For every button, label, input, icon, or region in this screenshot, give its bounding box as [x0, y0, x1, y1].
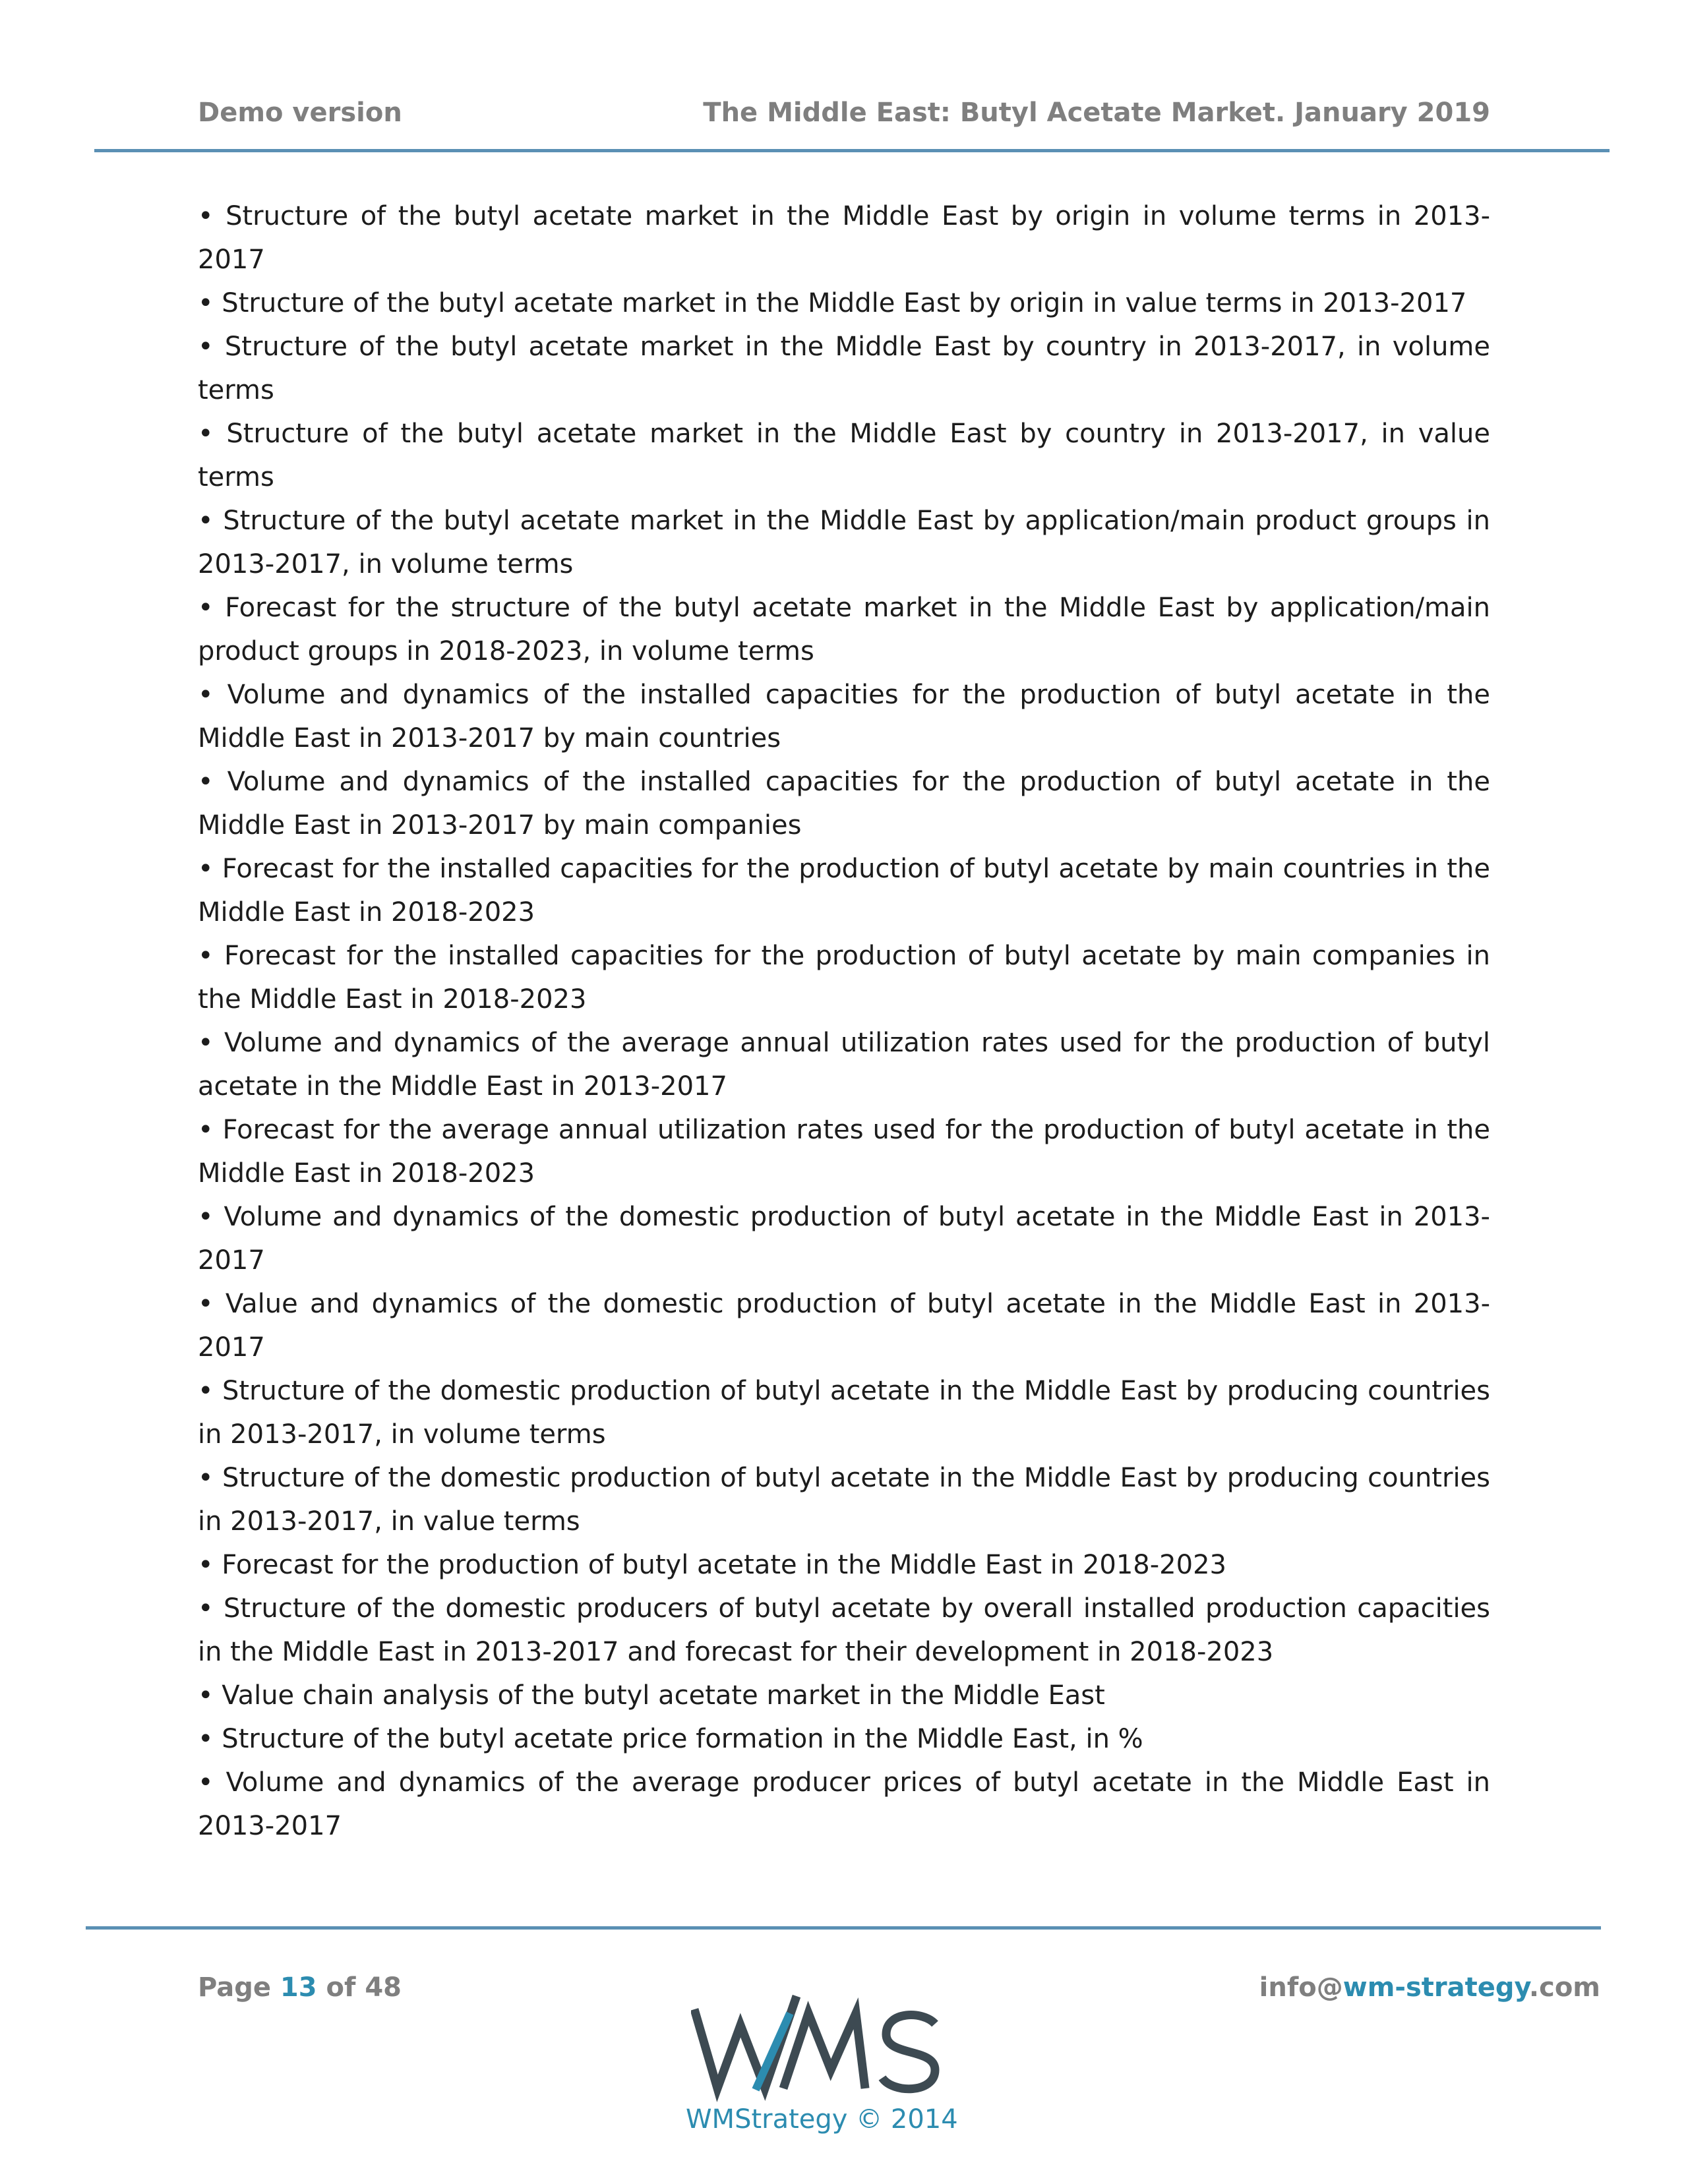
copyright-notice: WMStrategy © 2014 [686, 2104, 958, 2135]
contact-email-link[interactable] [1259, 1972, 1600, 2003]
header-report-title: The Middle East: Butyl Acetate Market. January 2019 [703, 98, 1490, 128]
list-item: • Forecast for the structure of the butyl acetate market in the Middle East by application/main product groups in 2018-2023, in volume terms [198, 593, 1490, 666]
wms-logo [691, 1984, 955, 2103]
header-demo-label: Demo version [198, 98, 402, 128]
page-indicator [198, 1972, 402, 2003]
list-item: • Value chain analysis of the butyl acetate market in the Middle East [198, 1680, 1105, 1711]
header-divider [94, 149, 1610, 152]
list-item: • Forecast for the installed capacities for the production of butyl acetate by main companies in the Middle East in 2018-2023 [198, 941, 1490, 1015]
list-item: • Forecast for the production of butyl acetate in the Middle East in 2018-2023 [198, 1550, 1226, 1580]
email-user: info@ [1259, 1972, 1343, 2003]
bullet-list [198, 194, 1490, 1848]
list-item: • Structure of the domestic production of butyl acetate in the Middle East by producing countries in 2013-2017, in value terms [198, 1463, 1490, 1537]
list-item: • Structure of the domestic producers of butyl acetate by overall installed production capacities in the Middle East in 2013-2017 and forecast for their development in 2018-2023 [198, 1593, 1490, 1667]
list-item: • Structure of the butyl acetate market in the Middle East by origin in volume terms in 2013-2017 [198, 201, 1490, 275]
list-item: • Forecast for the average annual utilization rates used for the production of butyl acetate in the Middle East in 2018-2023 [198, 1115, 1490, 1189]
page-header [198, 98, 1490, 137]
footer-divider [86, 1926, 1601, 1930]
list-item: • Structure of the butyl acetate market in the Middle East by origin in value terms in 2013-2017 [198, 288, 1467, 318]
list-item: • Forecast for the installed capacities for the production of butyl acetate by main countries in the Middle East in 2018-2023 [198, 854, 1490, 928]
list-item: • Volume and dynamics of the average annual utilization rates used for the production of butyl acetate in the Middle East in 2013-2017 [198, 1028, 1490, 1102]
email-tld: .com [1528, 1972, 1600, 2003]
page-number: 13 [280, 1972, 317, 2003]
list-item: • Structure of the butyl acetate market in the Middle East by application/main product groups in 2013-2017, in volume terms [198, 506, 1490, 579]
page-of: of [316, 1972, 365, 2003]
list-item: • Structure of the butyl acetate price formation in the Middle East, in % [198, 1724, 1143, 1754]
list-item: • Value and dynamics of the domestic production of butyl acetate in the Middle East in 2013-2017 [198, 1289, 1490, 1363]
page-total: 48 [365, 1972, 402, 2003]
list-item: • Structure of the butyl acetate market in the Middle East by country in 2013-2017, in value terms [198, 419, 1490, 492]
list-item: • Volume and dynamics of the domestic production of butyl acetate in the Middle East in 2013-2017 [198, 1202, 1490, 1276]
list-item: • Structure of the butyl acetate market in the Middle East by country in 2013-2017, in volume terms [198, 332, 1490, 405]
list-item: • Volume and dynamics of the installed capacities for the production of butyl acetate in the Middle East in 2013-2017 by main companies [198, 767, 1490, 841]
list-item: • Volume and dynamics of the average producer prices of butyl acetate in the Middle East in 2013-2017 [198, 1767, 1490, 1841]
list-item: • Volume and dynamics of the installed capacities for the production of butyl acetate in the Middle East in 2013-2017 by main countries [198, 680, 1490, 753]
list-item: • Structure of the domestic production of butyl acetate in the Middle East by producing countries in 2013-2017, in volume terms [198, 1376, 1490, 1450]
email-domain: wm-strategy [1342, 1972, 1529, 2003]
page-prefix: Page [198, 1972, 280, 2003]
